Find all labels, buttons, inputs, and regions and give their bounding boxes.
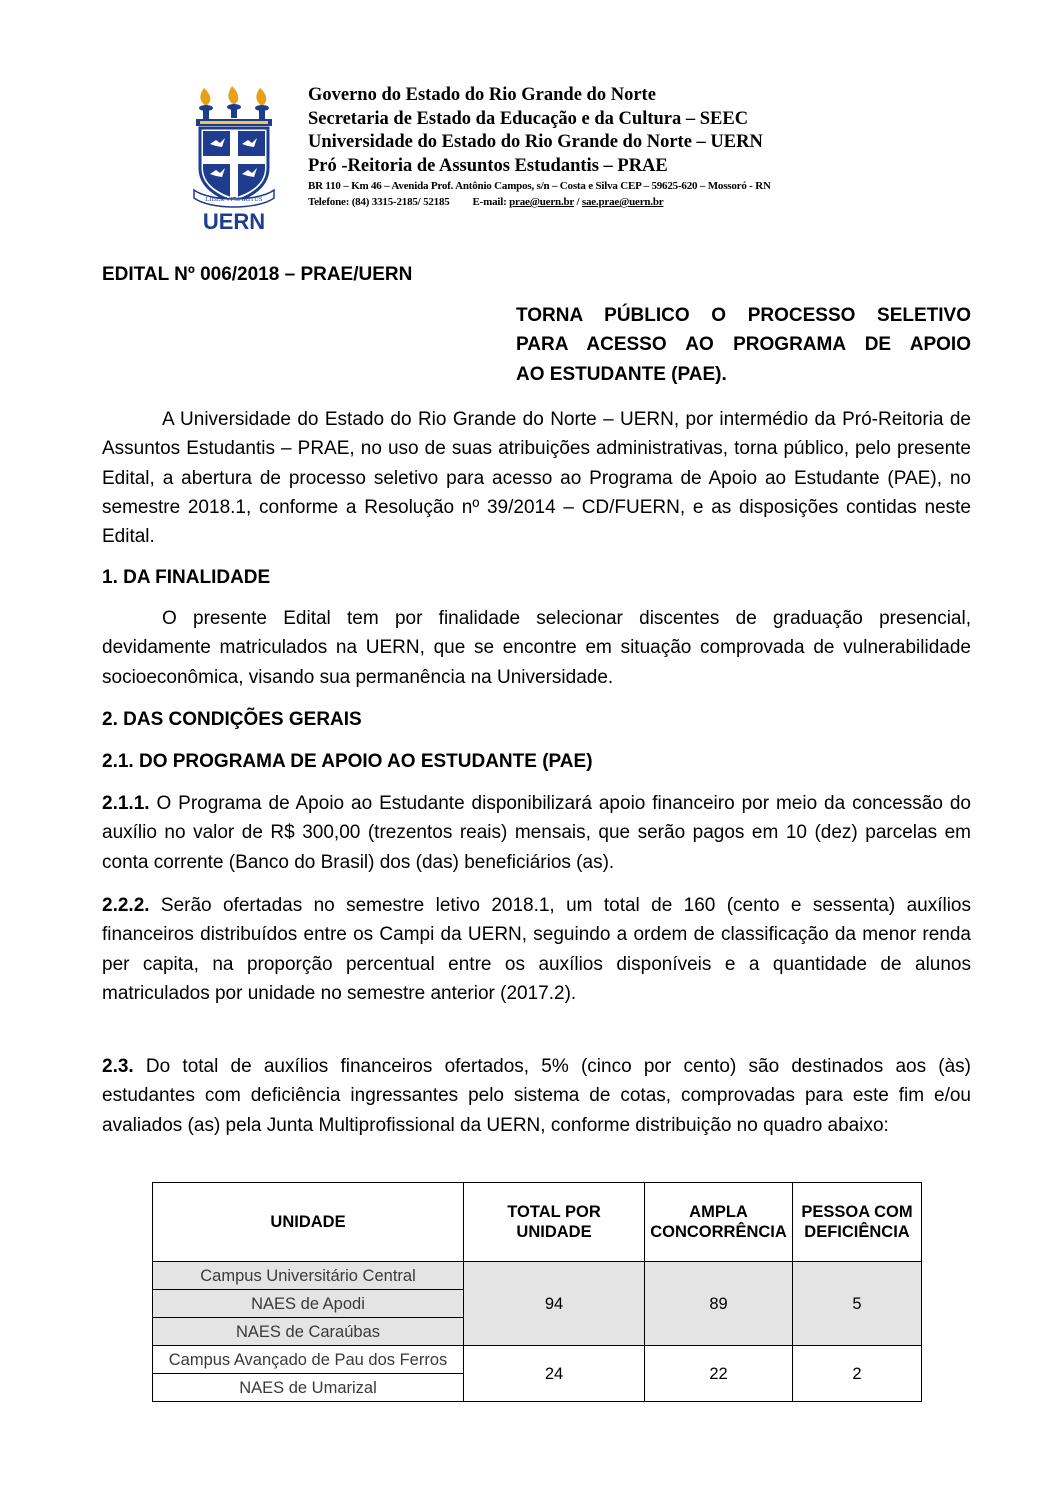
header-university: Universidade do Estado do Rio Grande do Norte – UERN bbox=[308, 132, 763, 152]
section-1-body: O presente Edital tem por finalidade selecionar discentes de graduação presencial, devidamente matriculados na UERN, que se encontre em situação comprovada de vulnerabilidade socioeconômica, visando sua permanência na Universidade. bbox=[102, 608, 971, 688]
paragraph-number: 2.2.2. bbox=[102, 895, 150, 916]
header-government: Governo do Estado do Rio Grande do Norte bbox=[308, 85, 656, 105]
edital-summary bbox=[516, 301, 971, 389]
unit-cell: NAES de Apodi bbox=[153, 1290, 464, 1318]
paragraph-text: O Programa de Apoio ao Estudante disponibilizará apoio financeiro por meio da concessão do auxílio no valor de R$ 300,00 (trezentos reais) mensais, que serão pagos em 10 (dez) parcelas em conta corrente (Banco do Brasil) dos (das) beneficiários (as). bbox=[102, 793, 971, 873]
torch-icon bbox=[227, 86, 241, 118]
email-link-sae[interactable]: sae.prae@uern.br bbox=[581, 196, 664, 208]
logo-motto: LIBER VI SPIRITUS bbox=[205, 196, 263, 203]
total-cell: 94 bbox=[464, 1262, 645, 1346]
torch-icon bbox=[199, 88, 213, 119]
unit-cell: NAES de Caraúbas bbox=[153, 1318, 464, 1346]
header-phone: Telefone: (84) 3315-2185/ 52185 bbox=[308, 196, 450, 208]
paragraph-2-1-1 bbox=[102, 789, 971, 877]
letterhead bbox=[308, 84, 948, 210]
pcd-cell: 2 bbox=[793, 1346, 922, 1402]
section-2-heading: 2. DAS CONDIÇÕES GERAIS bbox=[102, 709, 362, 730]
edital-title: EDITAL Nº 006/2018 – PRAE/UERN bbox=[102, 264, 413, 285]
distribution-table bbox=[152, 1182, 922, 1402]
paragraph-2-2-2 bbox=[102, 891, 971, 1008]
ampla-cell: 89 bbox=[645, 1262, 793, 1346]
paragraph-text: Serão ofertadas no semestre letivo 2018.1, um total de 160 (cento e sessenta) auxílios financeiros distribuídos entre os Campi da UERN, seguindo a ordem de classificação da menor renda per capita, na proporção percentual entre os auxílios disponíveis e a quantidade de alunos matriculados por unidade no semestre anterior (2017.2). bbox=[102, 895, 971, 1004]
section-2-1-heading: 2.1. DO PROGRAMA DE APOIO AO ESTUDANTE (PAE) bbox=[102, 751, 593, 772]
header-contact bbox=[308, 194, 948, 210]
table-row bbox=[153, 1346, 922, 1374]
section-1-heading: 1. DA FINALIDADE bbox=[102, 567, 271, 588]
header-unidade: UNIDADE bbox=[153, 1183, 464, 1262]
torch-icon bbox=[255, 88, 269, 119]
summary-line: PARA ACESSO AO PROGRAMA DE APOIO bbox=[516, 334, 971, 356]
header-email-label: E-mail: bbox=[472, 196, 507, 208]
paragraph-text: Do total de auxílios financeiros ofertados, 5% (cinco por cento) são destinados aos (às) estudantes com deficiência ingressantes pelo sistema de cotas, comprovadas para este fim e/ou avaliados (as) pela Junta Multiprofissional da UERN, conforme distribuição no quadro abaixo: bbox=[102, 1056, 972, 1136]
unit-cell: Campus Universitário Central bbox=[153, 1262, 464, 1290]
email-separator: / bbox=[576, 196, 580, 208]
intro-paragraph: A Universidade do Estado do Rio Grande do Norte – UERN, por intermédio da Pró-Reitoria de Assuntos Estudantis – PRAE, no uso de suas atribuições administrativas, torna público, pelo presente Edital, a abertura de processo seletivo para acesso ao Programa de Apoio ao Estudante (PAE), no semestre 2018.1, conforme a Resolução nº 39/2014 – CD/FUERN, e as disposições contidas neste Edital. bbox=[102, 409, 971, 548]
unit-cell: NAES de Umarizal bbox=[153, 1374, 464, 1402]
summary-line: AO ESTUDANTE (PAE). bbox=[516, 363, 727, 385]
table-row bbox=[153, 1262, 922, 1290]
summary-line: TORNA PÚBLICO O PROCESSO SELETIVO bbox=[516, 305, 971, 326]
logo-acronym: UERN bbox=[202, 209, 266, 232]
pcd-cell: 5 bbox=[793, 1262, 922, 1346]
header-pcd: PESSOA COM DEFICIÊNCIA bbox=[793, 1183, 922, 1262]
total-cell: 24 bbox=[464, 1346, 645, 1402]
email-link-prae[interactable]: prae@uern.br bbox=[509, 196, 574, 208]
header-secretariat: Secretaria de Estado da Educação e da Cultura – SEEC bbox=[308, 108, 749, 129]
header-prae: Pró -Reitoria de Assuntos Estudantis – PRAE bbox=[308, 155, 668, 176]
ampla-cell: 22 bbox=[645, 1346, 793, 1402]
unit-cell: Campus Avançado de Pau dos Ferros bbox=[153, 1346, 464, 1374]
header-address: BR 110 – Km 46 – Avenida Prof. Antônio Campos, s/n – Costa e Silva CEP – 59625-620 – Mossoró - RN bbox=[308, 180, 771, 192]
table-header-row bbox=[153, 1183, 922, 1262]
paragraph-number: 2.1.1. bbox=[102, 793, 150, 814]
header-total: TOTAL POR UNIDADE bbox=[464, 1183, 645, 1262]
paragraph-2-3 bbox=[102, 1052, 971, 1140]
header-ampla: AMPLA CONCORRÊNCIA bbox=[645, 1183, 793, 1262]
paragraph-number: 2.3. bbox=[102, 1056, 134, 1077]
uern-crest-logo bbox=[190, 86, 278, 232]
